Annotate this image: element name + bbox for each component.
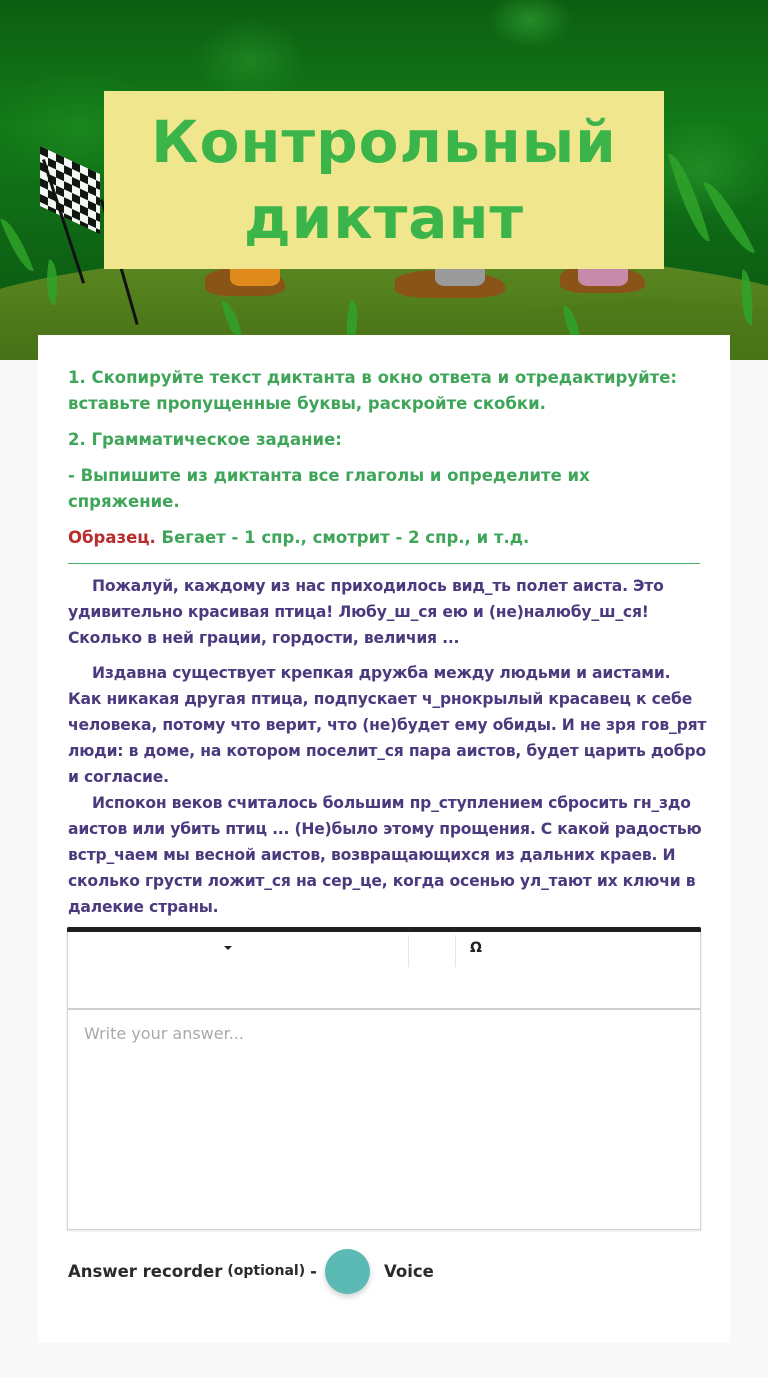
instruction-step-2-detail: - Выпишите из диктанта все глаголы и определите их спряжение. [68,466,590,511]
toolbar-button[interactable] [409,932,455,965]
divider [68,563,700,564]
sample-label: Образец. [68,528,156,547]
grass-icon [703,175,755,260]
instructions [68,365,702,561]
dictation-paragraph: Издавна существует крепкая дружба между людьми и аистами. Как никакая другая птица, подпускает ч_рнокрылый красавец к себе человека, потому что верит, что (не)будет ему обиды. И не зря гов_рят люди: в доме, на котором поселит_ся пара аистов, будет царить добро и согласие. [68,664,707,786]
caret-down-icon [224,946,232,950]
recorder-dash: - [310,1261,317,1281]
checkered-flag-icon [40,146,100,234]
page-title [151,104,617,256]
grass-icon [668,149,710,245]
answer-editor [67,927,701,1230]
sample-text: Бегает - 1 спр., смотрит - 2 спр., и т.д. [155,528,530,547]
recorder-label: Answer recorder [68,1261,223,1281]
editor-toolbar [68,932,700,1010]
voice-label: Voice [384,1261,434,1281]
recorder-optional: (optional) [227,1263,306,1279]
instruction-step-1: 1. Скопируйте текст диктанта в окно ответа и отредактируйте: вставьте пропущенные буквы, раскройте скобки. [68,368,678,413]
page-title-line-1: Контрольный [151,108,617,176]
grass-icon [0,214,34,275]
page-title-line-2: диктант [243,184,525,252]
title-box [104,91,664,269]
content-card [38,335,730,1343]
answer-input[interactable] [68,1009,700,1227]
answer-recorder [68,1249,434,1293]
dictation-paragraph: Испокон веков считалось большим пр_ступлением сбросить гн_здо аистов или убить птиц ... (Не)было этому прощения. С какой радостью встр_чаем мы весной аистов, возвращающихся из дальних краев. И сколько грусти ложит_ся на сер_це, когда осенью ул_тают их ключи в далекие страны. [68,794,702,916]
header-banner [0,0,768,360]
toolbar-separator [455,935,456,967]
dictation-paragraph: Пожалуй, каждому из нас приходилось вид_ть полет аиста. Это удивительно красивая птица! Любу_ш_ся ею и (не)налюбу_ш_ся! Сколько в ней грации, гордости, величия ... [68,577,664,647]
voice-record-button[interactable] [325,1249,370,1294]
dictation-text [68,573,708,920]
omega-icon[interactable]: Ω [470,940,482,956]
instruction-sample [68,525,702,551]
format-dropdown[interactable] [68,932,408,965]
instruction-step-2: 2. Грамматическое задание: [68,430,342,449]
